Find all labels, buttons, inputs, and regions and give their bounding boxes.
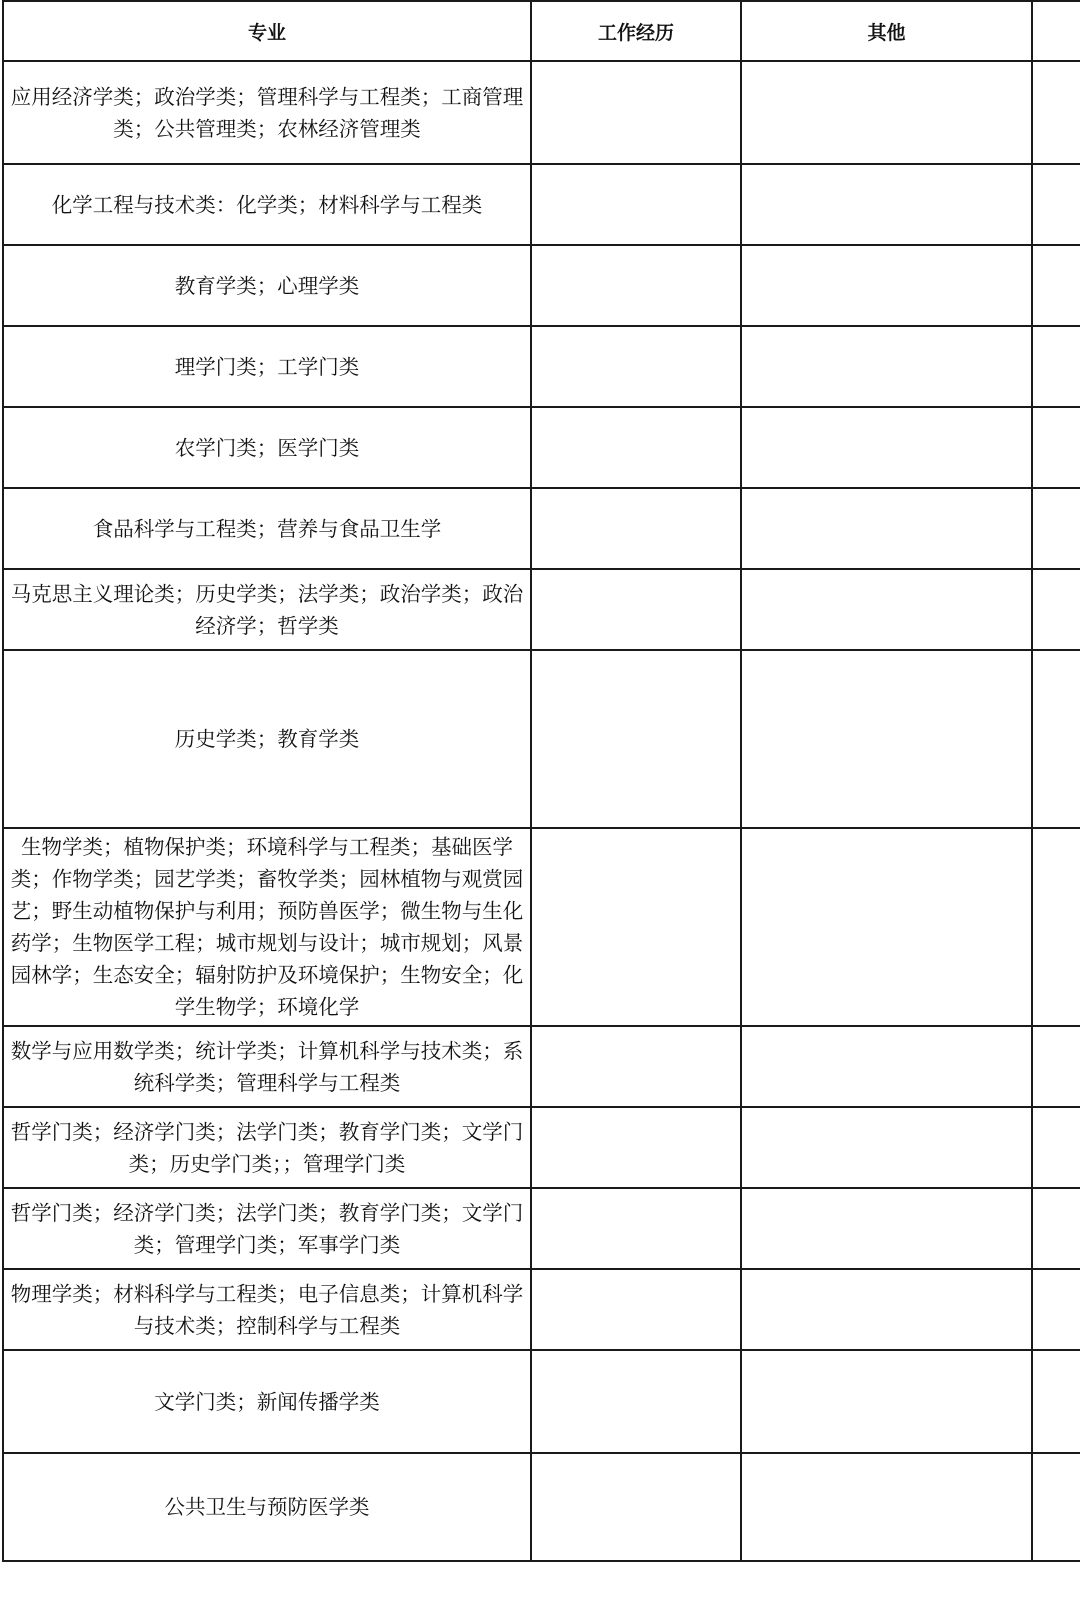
major-text: 生物学类；植物保护类；环境科学与工程类；基础医学类；作物学类；园艺学类；畜牧学类；园林植物与观赏园艺；野生动植物保护与利用；预防兽医学；微生物与生化药学；生物医学工程；城市规划与设计；城市规划；风景园林学；生态安全；辐射防护及环境保护；生物安全；化学生物学；环境化学 — [10, 835, 524, 1019]
experience-cell — [531, 1453, 741, 1561]
experience-cell — [531, 828, 741, 1026]
major-text: 哲学门类；经济学门类；法学门类；教育学门类；文学门类；管理学门类；军事学门类 — [10, 1200, 524, 1257]
major-text: 数学与应用数学类；统计学类；计算机科学与技术类；系统科学类；管理科学与工程类 — [10, 1038, 524, 1095]
experience-cell — [531, 61, 741, 164]
major-text: 理学门类；工学门类 — [174, 354, 360, 379]
other-cell — [741, 1026, 1032, 1107]
major-cell — [3, 245, 531, 326]
major-cell — [3, 828, 531, 1026]
extra-cell — [1032, 245, 1080, 326]
table-row — [3, 828, 1080, 1026]
major-cell — [3, 61, 531, 164]
other-cell — [741, 569, 1032, 650]
major-cell — [3, 407, 531, 488]
header-experience: 工作经历 — [531, 1, 741, 61]
table-row — [3, 1453, 1080, 1561]
major-cell — [3, 1269, 531, 1350]
extra-cell — [1032, 1107, 1080, 1188]
experience-cell — [531, 650, 741, 828]
extra-cell — [1032, 1453, 1080, 1561]
experience-cell — [531, 407, 741, 488]
experience-cell — [531, 1107, 741, 1188]
table-row — [3, 1350, 1080, 1453]
major-cell — [3, 650, 531, 828]
other-cell — [741, 164, 1032, 245]
major-text: 物理学类；材料科学与工程类；电子信息类；计算机科学与技术类；控制科学与工程类 — [10, 1281, 524, 1338]
major-cell — [3, 1107, 531, 1188]
major-cell — [3, 488, 531, 569]
major-text: 文学门类；新闻传播学类 — [154, 1389, 380, 1414]
extra-cell — [1032, 1350, 1080, 1453]
extra-cell — [1032, 164, 1080, 245]
extra-cell — [1032, 61, 1080, 164]
experience-cell — [531, 164, 741, 245]
requirements-table — [2, 0, 1080, 1562]
table-row — [3, 569, 1080, 650]
other-cell — [741, 407, 1032, 488]
major-text: 食品科学与工程类；营养与食品卫生学 — [92, 516, 442, 541]
major-cell — [3, 569, 531, 650]
extra-cell — [1032, 1026, 1080, 1107]
other-cell — [741, 1269, 1032, 1350]
other-cell — [741, 828, 1032, 1026]
major-cell — [3, 1026, 531, 1107]
extra-cell — [1032, 828, 1080, 1026]
extra-cell — [1032, 569, 1080, 650]
extra-cell — [1032, 650, 1080, 828]
major-text: 教育学类；心理学类 — [174, 273, 360, 298]
experience-cell — [531, 326, 741, 407]
table-row — [3, 164, 1080, 245]
other-cell — [741, 1453, 1032, 1561]
other-cell — [741, 488, 1032, 569]
extra-cell — [1032, 488, 1080, 569]
major-text: 公共卫生与预防医学类 — [164, 1495, 370, 1519]
extra-cell — [1032, 326, 1080, 407]
extra-cell — [1032, 407, 1080, 488]
table-row — [3, 407, 1080, 488]
experience-cell — [531, 1026, 741, 1107]
table-row — [3, 61, 1080, 164]
table-row — [3, 245, 1080, 326]
other-cell — [741, 1107, 1032, 1188]
major-cell — [3, 1453, 531, 1561]
other-cell — [741, 1188, 1032, 1269]
major-text: 哲学门类；经济学门类；法学门类；教育学门类；文学门类；历史学门类；；管理学门类 — [10, 1119, 524, 1176]
major-text: 历史学类；教育学类 — [174, 727, 360, 751]
other-cell — [741, 245, 1032, 326]
experience-cell — [531, 1188, 741, 1269]
header-major: 专业 — [3, 1, 531, 61]
extra-cell — [1032, 1269, 1080, 1350]
other-cell — [741, 326, 1032, 407]
experience-cell — [531, 1350, 741, 1453]
table-row — [3, 1026, 1080, 1107]
major-text: 应用经济学类；政治学类；管理科学与工程类；工商管理类；公共管理类；农林经济管理类 — [10, 84, 524, 141]
table-row — [3, 650, 1080, 828]
table-row — [3, 326, 1080, 407]
other-cell — [741, 1350, 1032, 1453]
extra-cell — [1032, 1188, 1080, 1269]
table-row — [3, 1188, 1080, 1269]
major-cell — [3, 1350, 531, 1453]
experience-cell — [531, 245, 741, 326]
other-cell — [741, 650, 1032, 828]
experience-cell — [531, 1269, 741, 1350]
table-row — [3, 488, 1080, 569]
major-cell — [3, 326, 531, 407]
experience-cell — [531, 569, 741, 650]
major-text: 化学工程与技术类：化学类；材料科学与工程类 — [51, 192, 483, 217]
header-row — [3, 1, 1080, 61]
table-row — [3, 1269, 1080, 1350]
major-text: 马克思主义理论类；历史学类；法学类；政治学类；政治经济学；哲学类 — [10, 581, 524, 638]
major-cell — [3, 164, 531, 245]
table-row — [3, 1107, 1080, 1188]
experience-cell — [531, 488, 741, 569]
other-cell — [741, 61, 1032, 164]
major-cell — [3, 1188, 531, 1269]
header-other: 其他 — [741, 1, 1032, 61]
header-extra — [1032, 1, 1080, 61]
major-text: 农学门类；医学门类 — [174, 435, 360, 460]
